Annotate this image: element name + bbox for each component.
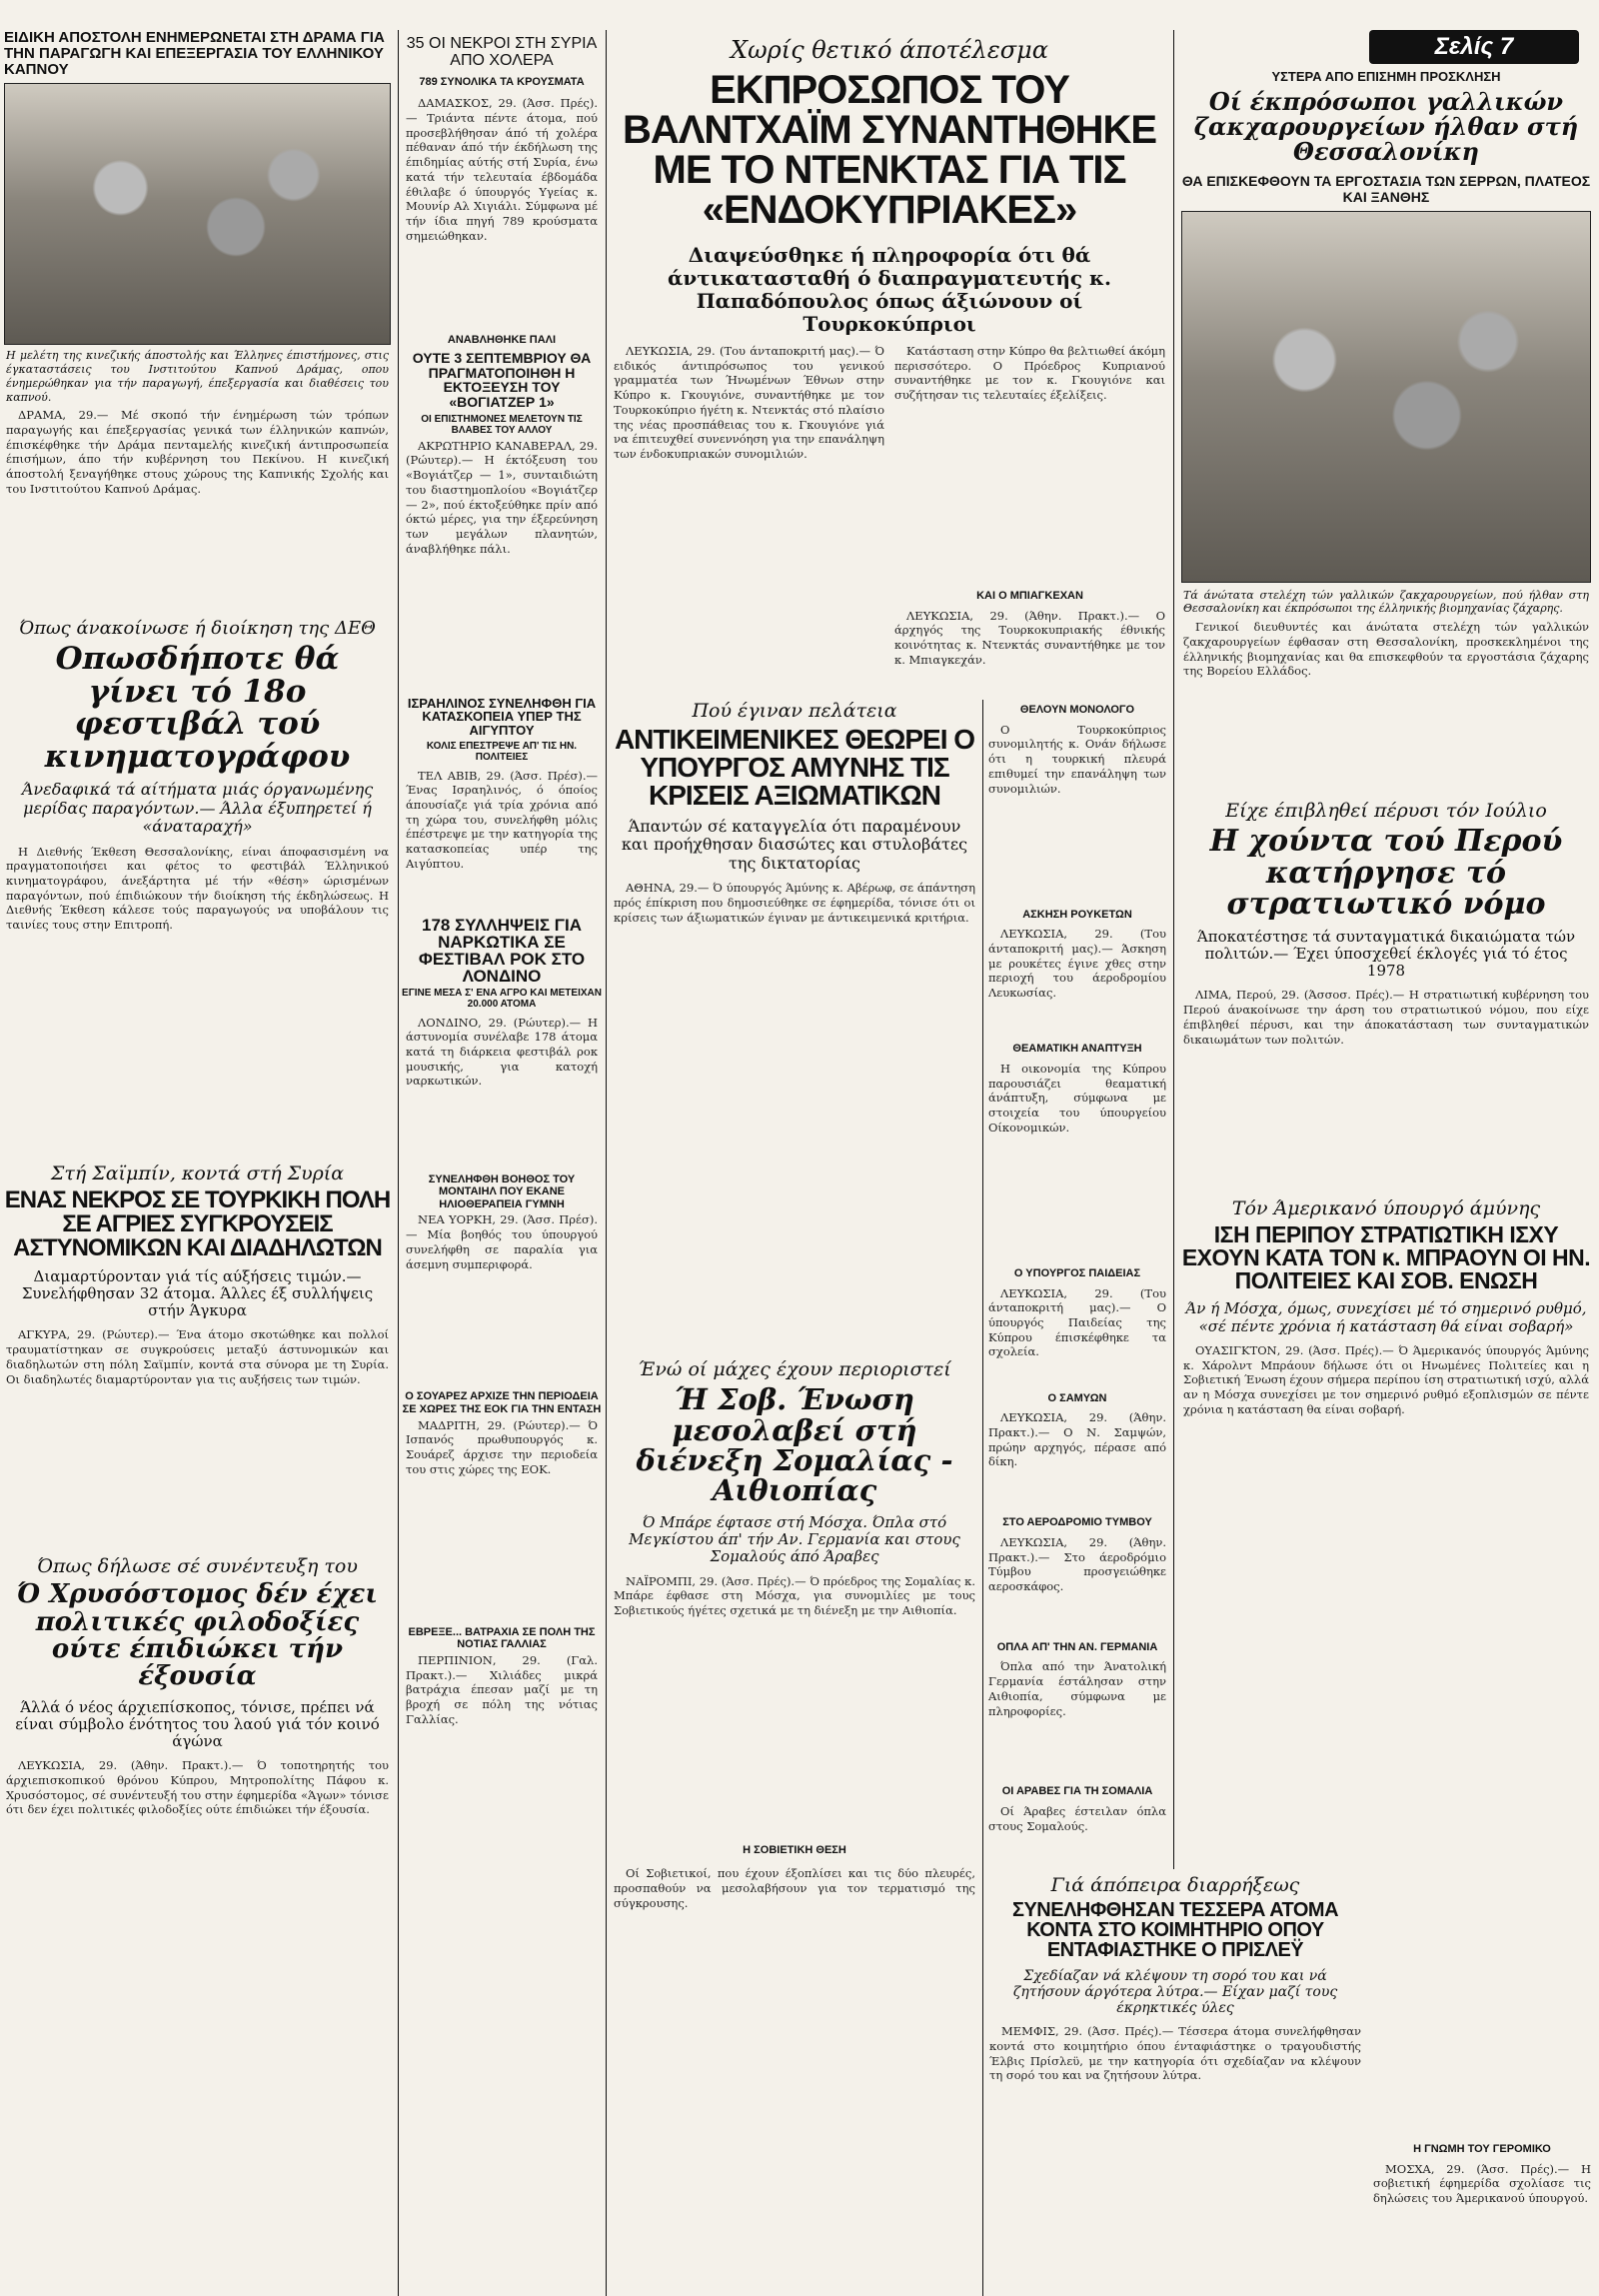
arabs-sub: ΟΙ ΑΡΑΒΕΣ ΓΙΑ ΤΗ ΣΟΜΑΛΙΑ [1001,1785,1153,1798]
column-3 [610,700,979,2296]
defense-headline: ΑΝΤΙΚΕΙΜΕΝΙΚΕΣ ΘΕΩΡΕΙ Ο ΥΠΟΥΡΓΟΣ ΑΜΥΝΗΣ ΤΙΣ ΚΡΙΣΕΙΣ ΑΞΙΩΜΑΤΙΚΩΝ [614,724,975,811]
somalia-dek: Ό Μπάρε έφτασε στή Μόσχα. Όπλα στό Μεγκίστου άπ' τήν Αν. Γερμανία και στους Σομαλούς άπό Άραβες [629,1512,960,1566]
column-rule-4 [1173,30,1174,1869]
airport-sub: ΣΤΟ ΑΕΡΟΔΡΟΜΙΟ ΤΥΜΒΟΥ [1002,1516,1152,1529]
spy-sub: ΚΟΛΙΣ ΕΠΕΣΤΡΕΨΕ ΑΠ' ΤΙΣ ΗΝ. ΠΟΛΙΤΕΙΕΣ [426,740,578,764]
monologue-body: Ο Τουρκοκύπριος συνομιλητής κ. Ονάν δήλωσε ότι η τουρκική πλευρά επιθυμεί την επανάληψη των συνομιλιών. [988,722,1166,796]
cyprus-body: ΛΕΥΚΩΣΙΑ, 29. (Του άνταποκριτή μας).— Ό ειδικός άντιπρόσωπος του γενικού γραμματέα των Ήνωμένων Έθνων στην Κύπρο κ. Γκουγιόνε, συναντήθηκε με τον Τουρκοκύπριο ήγέτη κ. Ντενκτάς στό πλαίσιο της νέας προσπάθειας του κ. Γκουγιόνε γιά να έπιτευχθεί συνεννόηση για την επανάληψη των ένδοκυπριακών συνομιλιών. [614,344,884,462]
syria-body: ΑΓΚΥΡΑ, 29. (Ρώυτερ).— Ένα άτομο σκοτώθηκε και πολλοί τραυματίστηκαν σε συγκρούσεις μεταξύ άστυνομικών και διαδηλωτών στη πόλη Σαϊμπίν, κοντά στα σύνορα με τη Συρία. Οι διαδηλωτές διαμαρτύρονταν για τις αυξήσεις των τιμών. [6,1327,389,1386]
defense-dek: Άπαντών σέ καταγγελία ότι παραμένουν και προήχθησαν διασώτες και στυλοβάτες της δικτατορίας [621,817,968,873]
sugar-photo [1181,211,1591,583]
growth-sub: ΘΕΑΜΑΤΙΚΗ ΑΝΑΠΤΥΞΗ [1012,1043,1142,1056]
somalia-body: ΝΑΪΡΟΜΠΙ, 29. (Άσσ. Πρές).— Ό πρόεδρος της Σομαλίας κ. Μπάρε έφθασε στη Μόσχα, για συνομιλίες με τους Σοβιετικούς ήγέτες σχετικά με τη διένεξη με την Αιθιοπία. [614,1573,975,1618]
presley-dek: Σχεδίαζαν νά κλέψουν τη σορό του και νά ζητήσουν άργότερα λύτρα.— Είχαν μαζί τους έκρηκτικές ύλες [1012,1968,1338,2017]
sugar-body: Γενικοί διευθυντές και άνώτατα στελέχη τών γαλλικών ζακχαρουργείων έφθασαν στη Θεσσαλονίκη, προσκεκλημένοι της έλληνικής βιομηχανίας και θα επισκεφθούν τα εργοστάσια ζάχαρης της Βορείου Ελλάδος. [1183,620,1589,679]
sugar-caption: Τά άνώτατα στελέχη τών γαλλικών ζακχαρουργείων, πού ήλθαν στη Θεσσαλονίκη και έκπρόσωποι της έλληνικής βιομηχανίας ζάχαρης. [1183,588,1589,616]
voyager-body: ΑΚΡΩΤΗΡΙΟ ΚΑΝΑΒΕΡΑΛ, 29. (Ρώυτερ).— Η έκτόξευση του «Βογιάτζερ — 1», συνταιδιώτη του διαστημοπλοίου «Βογιάτζερ — 2», πού έκτοξεύθηκε πρίν από όκτώ μέρες, για την έξερεύνηση των μεγάλων πλανητών, άναβλήθηκε πάλι. [406,438,598,556]
festival-headline: Οπωσδήποτε θά γίνει τό 18ο φεστιβάλ τού κινηματογράφου [44,641,351,775]
column-1 [0,30,395,2296]
cholera-sub: 789 ΣΥΝΟΛΙΚΑ ΤΑ ΚΡΟΥΣΜΑΤΑ [419,75,585,88]
airport-body: ΛΕΥΚΩΣΙΑ, 29. (Άθην. Πρακτ.).— Στο άεροδρόμιο Τύμβου προσγειώθηκε αεροσκάφος. [988,1534,1166,1593]
presley-headline: ΣΥΝΕΛΗΦΘΗΣΑΝ ΤΕΣΣΕΡΑ ΑΤΟΜΑ ΚΟΝΤΑ ΣΤΟ ΚΟΙΜΗΤΗΡΙΟ ΟΠΟΥ ΕΝΤΑΦΙΑΣΤΗΚΕ Ο ΠΡΙΣΛΕΫ [1011,1899,1339,1961]
rockets-sub: ΑΣΚΗΣΗ ΡΟΥΚΕΤΩΝ [1022,908,1132,921]
somalia-kicker: Ένώ οί μάχες έχουν περιοριστεί [638,1358,951,1381]
cyprus-body-b: Κατάσταση στην Κύπρο θα βελτιωθεί άκόμη περισσότερο. Ο Πρόεδρος Κυπριανού συναντήθηκε με τον κ. Γκουγιόνε και συζήτησαν τις τελευταίες έξελίξεις. [894,344,1165,403]
syria-dek: Διαμαρτύρονταν γιά τίς αύξήσεις τιμών.— Συνελήφθησαν 32 άτομα. Άλλες έξ συλλήψεις στήν Άγκυρα [21,1266,374,1320]
peru-dek: Άποκατέστησε τά συνταγματικά δικαιώματα τών πολιτών.— Έχει ύποσχεθεί έκλογές γιά τό έτος 1978 [1196,927,1576,981]
education-sub: Ο ΥΠΟΥΡΓΟΣ ΠΑΙΔΕΙΑΣ [1013,1266,1141,1279]
column-5 [1177,70,1595,2296]
sugar-sub: ΘΑ ΕΠΙΣΚΕΦΘΟΥΝ ΤΑ ΕΡΓΟΣΤΑΣΙΑ ΤΩΝ ΣΕΡΡΩΝ, ΠΛΑΤΕΟΣ ΚΑΙ ΞΑΝΘΗΣ [1181,172,1591,205]
rock-headline: 178 ΣΥΛΛΗΨΕΙΣ ΓΙΑ ΝΑΡΚΩΤΙΚΑ ΣΕ ΦΕΣΤΙΒΑΛ ΡΟΚ ΣΤΟ ΛΟΝΔΙΝΟ [418,915,586,986]
cyprus-headline: ΕΚΠΡΟΣΩΠΟΣ ΤΟΥ ΒΑΛΝΤΧΑΪΜ ΣΥΝΑΝΤΗΘΗΚΕ ΜΕ ΤΟ ΝΤΕΝΚΤΑΣ ΓΙΑ ΤΙΣ «ΕΝΔΟΚΥΠΡΙΑΚΕΣ» [622,68,1157,232]
column-rule-2 [606,30,607,2296]
cholera-headline: 35 ΟΙ ΝΕΚΡΟΙ ΣΤΗ ΣΥΡΙΑ ΑΠΟ ΧΟΛΕΡΑ [406,36,598,69]
defense-kicker: Πού έγιναν πελάτεια [692,700,897,722]
suarez-body: ΜΑΔΡΙΤΗ, 29. (Ρώυτερ).— Ό Ισπανός πρωθυπουργός κ. Σουάρεζ άρχισε την περιοδεία του στις χώρες της ΕΟΚ. [406,1417,598,1476]
voyager-pre: ΑΝΑΒΛΗΘΗΚΕ ΠΑΛΙ [447,334,557,347]
tobacco-photo [4,83,391,345]
somalia-body-sov: Οί Σοβιετικοί, που έχουν έξοπλίσει και τις δύο πλευρές, προσπαθούν να μεσολαβήσουν για τον τερματισμό της σύγκρουσης. [614,1866,975,1910]
syria-headline: ΕΝΑΣ ΝΕΚΡΟΣ ΣΕ ΤΟΥΡΚΙΚΗ ΠΟΛΗ ΣΕ ΑΓΡΙΕΣ ΣΥΓΚΡΟΥΣΕΙΣ ΑΣΤΥΝΟΜΙΚΩΝ ΚΑΙ ΔΙΑΔΗΛΩΤΩΝ [4,1185,391,1261]
presley-kicker: Γιά άπόπειρα διαρρήξεως [1050,1874,1300,1896]
gdr-body: Όπλα από την Άνατολική Γερμανία έστάλησαν στην Αιθιοπία, σύμφωνα με πληροφορίες. [988,1659,1166,1718]
column-rule-1 [398,30,399,2296]
voyager-sub: ΟΙ ΕΠΙΣΤΗΜΟΝΕΣ ΜΕΛΕΤΟΥΝ ΤΙΣ ΒΛΑΒΕΣ ΤΟΥ ΑΛΛΟΥ [421,413,583,437]
us-dek: Άν ή Μόσχα, όμως, συνεχίσει μέ τό σημερινό ρυθμό, «σέ πέντε χρόνια ή κατάσταση θά είναι σοβαρή» [1185,1299,1587,1335]
gromyko-box [1369,2139,1595,2294]
cyprus-sub-kai: ΚΑΙ Ο ΜΠΙΑΓΚΕΧΑΝ [976,590,1083,602]
festival-kicker: Όπως άνακοίνωσε ή διοίκηση της ΔΕΘ [19,618,376,640]
page-badge: Σελίς 7 [1369,30,1579,64]
education-body: ΛΕΥΚΩΣΙΑ, 29. (Του άνταποκριτή μας).— Ο ύπουργός Παιδείας της Κύπρου έπισκέφθηκε τα σχολεία. [988,1285,1166,1359]
cyprus-story [610,36,1169,696]
defense-body: ΑΘΗΝΑ, 29.— Ό ύπουργός Άμύνης κ. Αβέρωφ, σε άπάντηση πρός έπίκριση που δημοσιεύθηκε σε έφημερίδα, τόνισε ότι οι κρίσεις των άξιωματικών έγιναν με άντικειμενικά κριτήρια. [614,881,975,925]
chrys-dek: Άλλά ό νέος άρχιεπίσκοπος, τόνισε, πρέπει νά είναι σύμβολο ένότητος του λαού γιά τόν κοινό άγώνα [15,1697,380,1751]
peru-kicker: Είχε έπιβληθεί πέρυσι τόν Ιούλιο [1225,800,1547,823]
column-rule-3 [982,700,983,2296]
gdr-sub: ΟΠΛΑ ΑΠ' ΤΗΝ ΑΝ. ΓΕΡΜΑΝΙΑ [996,1640,1158,1653]
rock-sub: ΕΓΙΝΕ ΜΕΣΑ Σ' ΕΝΑ ΑΓΡΟ ΚΑΙ ΜΕΤΕΙΧΑΝ 20.000 ΑΤΟΜΑ [402,987,602,1011]
tobacco-body: ΔΡΑΜΑ, 29.— Μέ σκοπό τήν ένημέρωση τών τρόπων παραγωγής και έπεξεργασίας γενικά των έλληνικών καπνών, έπισκέφθηκε τήν Δράμα πενταμελής κινεζική άντιπροσωπεία έπισήμων, άπο τήν κυβέρνηση του Πεκίνου. Η κινεζική άποστολή ξεναγήθηκε στους χώρους της Καπνικής Σχολής και του Ινστιτούτου Καπνού Δράμας. [6,408,389,496]
suarez-headline: Ο ΣΟΥΑΡΕΖ ΑΡΧΙΖΕ ΤΗΝ ΠΕΡΙΟΔΕΙΑ ΣΕ ΧΩΡΕΣ ΤΗΣ ΕΟΚ ΓΙΑ ΤΗΝ ΕΝΤΑΣΗ [402,1390,602,1416]
us-kicker: Τόν Άμερικανό ύπουργό άμύνης [1231,1197,1541,1220]
tobacco-photo-caption: Η μελέτη της κινεζικής άποστολής και Έλληνες έπιστήμονες, στις έγκαταστάσεις του Ινστιτούτου Καπνού Δράμας, οπου ένημερώθηκαν για τήν παραγωγή, έπεξεργασία και διαθέσεις του καπνού. [6,349,389,404]
tobacco-headline: ΕΙΔΙΚΗ ΑΠΟΣΤΟΛΗ ΕΝΗΜΕΡΩΝΕΤΑΙ ΣΤΗ ΔΡΑΜΑ ΓΙΑ ΤΗΝ ΠΑΡΑΓΩΓΗ ΚΑΙ ΕΠΕΞΕΡΓΑΣΙΑ ΤΟΥ ΕΛΛΗΝΙΚΟΥ ΚΑΠΝΟΥ [4,30,385,78]
gromyko-body: ΜΟΣΧΑ, 29. (Άσσ. Πρές).— Η σοβιετική έφημερίδα σχολίασε τις δηλώσεις του Άμερικανού ύπουργού. [1373,2161,1591,2206]
peru-body: ΛΙΜΑ, Περού, 29. (Άσσοσ. Πρές).— Η στρατιωτική κυβέρνηση του Περού άνακοίνωσε την άρση του στρατιωτικού νόμου, που είχε έπιβληθεί πέρυσι, και την άποκατάσταση των συνταγματικών δικαιωμάτων των πολιτών. [1183,988,1589,1047]
sampson-body: ΛΕΥΚΩΣΙΑ, 29. (Άθην. Πρακτ.).— Ο Ν. Σαμψών, πρώην αρχηγός, πέρασε από δίκη. [988,1410,1166,1469]
us-body: ΟΥΑΣΙΓΚΤΟΝ, 29. (Άσσ. Πρές).— Ό Άμερικανός ύπουργός Άμύνης κ. Χάρολντ Μπράουν δήλωσε ότι οι Ηνωμένες Πολιτείες και η Σοβιετική Ένωση έχουν σήμερα περίπου ίση στρατιωτική ισχύ, αλλά αν η Μόσχα συνεχίσει με τον σημερινό ρυθμό εξοπλισμών σε πέντε χρόνια η κατάσταση θα είναι σοβαρή. [1183,1342,1589,1416]
rock-body: ΛΟΝΔΙΝΟ, 29. (Ρώυτερ).— Η άστυνομία συνέλαβε 178 άτομα κατά τη διάρκεια φεστιβάλ ροκ μουσικής, για κατοχή ναρκωτικών. [406,1015,598,1089]
spy-headline: ΙΣΡΑΗΛΙΝΟΣ ΣΥΝΕΛΗΦΘΗ ΓΙΑ ΚΑΤΑΣΚΟΠΕΙΑ ΥΠΕΡ ΤΗΣ ΑΙΓΥΠΤΟΥ [407,695,597,738]
cyprus-kicker: Χωρίς θετικό άποτέλεσμα [731,36,1048,64]
arabs-body: Οί Άραβες έστειλαν όπλα στους Σομαλούς. [988,1804,1166,1833]
nude-headline: ΣΥΝΕΛΗΦΘΗ ΒΟΗΘΟΣ ΤΟΥ ΜΟΝΤΑΙΗΛ ΠΟΥ ΕΚΑΝΕ ΗΛΙΟΘΕΡΑΠΕΙΑ ΓΥΜΝΗ [428,1172,576,1210]
frogs-headline: ΕΒΡΕΞΕ... ΒΑΤΡΑΧΙΑ ΣΕ ΠΟΛΗ ΤΗΣ ΝΟΤΙΑΣ ΓΑΛΛΙΑΣ [408,1625,596,1651]
festival-dek: Άνεδαφικά τά αίτήματα μιάς όργανωμένης μερίδας παραγόντων.— Άλλα έξυπηρετεί ή «άναταραχή» [21,780,374,837]
somalia-sub-sov: Η ΣΟΒΙΕΤΙΚΗ ΘΕΣΗ [743,1843,846,1856]
monologue-sub: ΘΕΛΟΥΝ ΜΟΝΟΛΟΓΟ [1019,704,1135,716]
syria-kicker: Στή Σαϊμπίν, κοντά στή Συρία [50,1161,345,1184]
sampson-sub: Ο ΣΑΜΥΩΝ [1047,1391,1107,1404]
somalia-headline: Ή Σοβ. Ένωση μεσολαβεί στή διένεξη Σομαλίας - Αιθιοπίας [636,1382,953,1508]
frogs-body: ΠΕΡΠΙΝΙΟΝ, 29. (Γαλ. Πρακτ.).— Χιλιάδες μικρά βατράχια έπεσαν μαζί με τη βροχή σε πόλη της νότιας Γαλλίας. [406,1653,598,1726]
growth-body: Η οικονομία της Κύπρου παρουσιάζει θεαματική άνάπτυξη, σύμφωνα με στοιχεία του ύπουργείου Οίκονομικών. [988,1061,1166,1135]
chrys-body: ΛΕΥΚΩΣΙΑ, 29. (Άθην. Πρακτ.).— Ό τοποτηρητής του άρχιεπισκοπικού θρόνου Κύπρου, Μητροπολίτης Πάφου κ. Χρυσόστομος, σέ συνέντευξή του στην έφημερίδα «Άγων» τόνισε ότι δεν έχει πολιτικές φιλοδοξίες ούτε έπιδιώκει τήν έξουσία. [6,1758,389,1817]
chrys-kicker: Όπως δήλωσε σέ συνέντευξη του [37,1555,358,1578]
spy-body: ΤΕΛ ΑΒΙΒ, 29. (Άσσ. Πρέσ).— Ένας Ισραηλινός, ό όποίος άπουσίαζε γιά τρία χρόνια από τη χώρα του, συνελήφθη μόλις έπέστρεψε με την κατηγορία της κατασκοπείας υπέρ της Αιγύπτου. [406,768,598,871]
us-headline: ΙΣΗ ΠΕΡΙΠΟΥ ΣΤΡΑΤΙΩΤΙΚΗ ΙΣΧΥ ΕΧΟΥΝ ΚΑΤΑ ΤΟΝ κ. ΜΠΡΑΟΥΝ ΟΙ ΗΝ. ΠΟΛΙΤΕΙΕΣ ΚΑΙ ΣΟΒ. ΕΝΩΣΗ [1181,1221,1591,1294]
cholera-body: ΔΑΜΑΣΚΟΣ, 29. (Άσσ. Πρές).— Τριάντα πέντε άτομα, πού προσεβλήθησαν άπό τή χολέρα πέθαναν άπό τήν έκδήλωση της έπιδημίας αύτής στή Συρία, ένω κατά τήν τελευταία έβδομάδα έθιλαβε ό ύπουργός Υγείας κ. Μουνίρ Αλ Χιγιάλι. Σύμφωνα μέ τήν ίδια πηγή 789 κρούσματα σημειώθηκαν. [406,96,598,243]
chrys-headline: Ό Χρυσόστομος δέν έχει πολιτικές φιλοδοξίες ούτε έπιδιώκει τήν έξουσία [17,1579,378,1692]
cyprus-dek: Διαψεύσθηκε ή πληροφορία ότι θά άντικατασταθή ό διαπραγματευτής κ. Παπαδόπουλος όπως άξιώνουν οί Τουρκοκύπριοι [668,243,1111,336]
festival-body: Η Διεθνής Έκθεση Θεσσαλονίκης, είναι άποφασισμένη να πραγματοποιήσει και φέτος το φεστιβάλ Έλληνικού κινηματογράφου, άνεξάρτητα μέ τήν «θέση» ώρισμένων παραγόντων, πού έπιδιώκουν τήν διοίκηση τής έκδηλώσεως. Η Διεθνής Έκθεση κάλεσε τούς παραγωγούς να υποβάλουν τις ταινίες τους στην Επιτροπή. [6,844,389,933]
rockets-body: ΛΕΥΚΩΣΙΑ, 29. (Του άνταποκριτή μας).— Άσκηση με ρουκέτες έγινε χθες στην περιοχή του άεροδρομίου Λευκωσίας. [988,927,1166,1001]
nude-body: ΝΕΑ ΥΟΡΚΗ, 29. (Άσσ. Πρέσ).— Μία βοηθός του ύπουργού συνελήφθη σε παραλία για άσεμνη συμπεριφορά. [406,1212,598,1271]
sugar-headline: Οί έκπρόσωποι γαλλικών ζακχαρουργείων ήλθαν στή Θεσσαλονίκη [1193,86,1579,167]
presley-body: ΜΕΜΦΙΣ, 29. (Άσσ. Πρές).— Τέσσερα άτομα συνελήφθησαν κοντά στο κοιμητήριο όπου ένταφιάστηκε ο τραγουδιστής Έλβις Πρίσλεϋ, με την κατηγορία ότι σχεδίαζαν να κλέψουν τη σορό του και να ζητήσουν λύτρα. [989,2024,1361,2083]
sugar-kicker: ΥΣΤΕΡΑ ΑΠΟ ΕΠΙΣΗΜΗ ΠΡΟΣΚΛΗΣΗ [1271,70,1501,84]
column-2 [402,36,602,2296]
voyager-headline: ΟΥΤΕ 3 ΣΕΠΤΕΜΒΡΙΟΥ ΘΑ ΠΡΑΓΜΑΤΟΠΟΙΗΘΗ Η ΕΚΤΟΞΕΥΣΗ ΤΟΥ «ΒΟΓΙΑΤΖΕΡ 1» [412,349,592,410]
peru-headline: Η χούντα τού Περού κατήργησε τό στρατιωτικό νόμο [1209,824,1563,923]
cyprus-body-c: ΛΕΥΚΩΣΙΑ, 29. (Άθην. Πρακτ.).— Ο άρχηγός της Τουρκοκυπριακής έθνικής κοινότητας κ. Ντενκτάς συναντήθηκε με τον κ. Μπιαγκεχάν. [894,608,1165,667]
gromyko-sub: Η ΓΝΩΜΗ ΤΟΥ ΓΕΡΟΜΙΚΟ [1413,2143,1551,2155]
